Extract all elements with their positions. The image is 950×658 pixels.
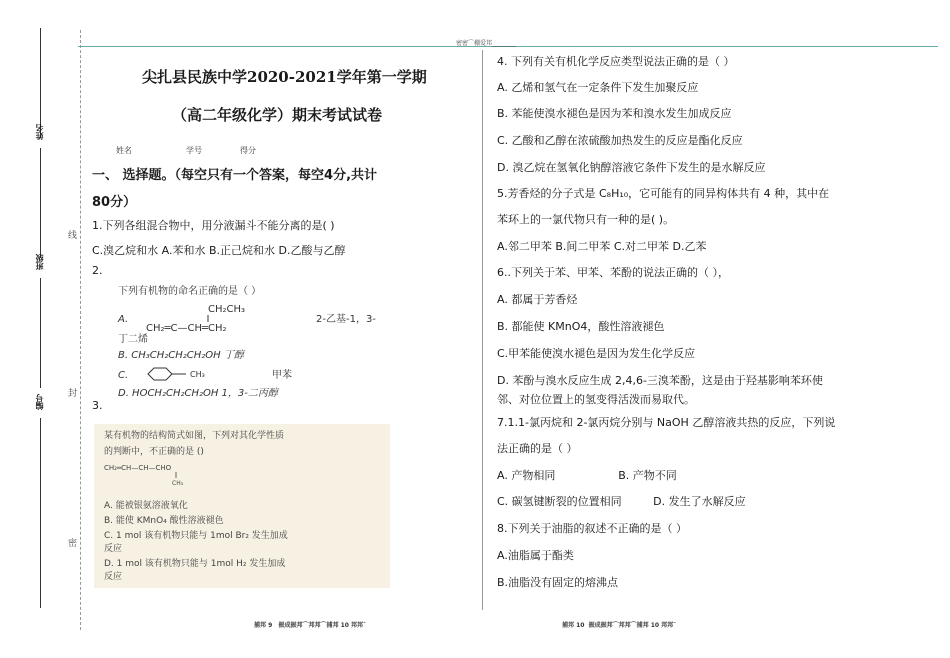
- info-name: 姓名: [116, 146, 132, 155]
- seal-mark: 封: [68, 389, 78, 399]
- question-4: 4. 下列有关有机化学反应类型说法正确的是（ ）: [497, 55, 735, 68]
- q3-stem-1: 某有机物的结构简式如图，下列对其化学性质: [104, 431, 285, 441]
- question-6-a: A. 都属于芳香烃: [497, 293, 578, 306]
- question-7-cont: 法正确的是（ ）: [497, 442, 578, 455]
- footer-right: 捕邦 10 振成振邦⌒邦邦⌒捕邦 10 邦邦˘: [562, 622, 677, 629]
- question-2-number: 2.: [92, 264, 103, 277]
- question-3-image: [94, 424, 390, 588]
- header-line: 密密⌒棚爱邦________: [456, 40, 517, 47]
- question-4-b: B. 苯能使溴水褪色是因为苯和溴水发生加成反应: [497, 107, 732, 120]
- side-class-label: 班级: [35, 254, 44, 270]
- info-number: 学号: [186, 146, 202, 155]
- question-8: 8.下列关于油脂的叙述不正确的是（ ）: [497, 522, 687, 535]
- question-4-d: D. 溴乙烷在氢氧化钠醇溶液它条件下发生的是水解反应: [497, 161, 766, 174]
- side-number-label: 编号: [35, 394, 44, 410]
- q3-structure: CH₂═CH—CH—CHO: [104, 464, 172, 472]
- q3-option-d: D. 1 mol 该有机物只能与 1mol H₂ 发生加成: [104, 559, 286, 569]
- q2-a-chain: CH₂═C—CH═CH₂: [146, 323, 227, 334]
- question-7-cd: C. 碳氢键断裂的位置相同 D. 发生了水解反应: [497, 495, 746, 508]
- question-8-b: B.油脂没有固定的熔沸点: [497, 576, 619, 589]
- q3-structure-sub: CH₃: [172, 480, 184, 487]
- benzene-ring-icon: [148, 368, 172, 380]
- section-heading: 一、 选择题。（每空只有一个答案，每空4分,共计: [92, 168, 378, 183]
- question-1-options: C.溴乙烷和水 A.苯和水 B.正己烷和水 D.乙酸与乙醇: [92, 244, 346, 257]
- fold-line: [80, 30, 81, 630]
- q2-a-name2: 丁二烯: [118, 334, 148, 345]
- q2-c-label: C.: [118, 370, 129, 381]
- question-6: 6..下列关于苯、甲苯、苯酚的说法正确的（ ），: [497, 266, 729, 279]
- side-name-label: 姓名: [35, 124, 44, 140]
- binding-line: [40, 278, 41, 388]
- q2-option-b: B. CH₃CH₂CH₂CH₂OH 丁醇: [118, 350, 244, 361]
- q3-option-a: A. 能被银氨溶液氧化: [104, 501, 188, 511]
- column-divider: [482, 50, 483, 610]
- footer-left: 捕邦 9 振成振邦⌒邦邦⌒捕邦 10 邦邦˘: [254, 622, 367, 629]
- question-7-ab: A. 产物相同 B. 产物不同: [497, 469, 677, 482]
- q3-option-d-cont: 反应: [104, 572, 123, 582]
- question-6-b: B. 都能使 KMnO4，酸性溶液褪色: [497, 320, 665, 333]
- question-5: 5.芳香烃的分子式是 C₈H₁₀，它可能有的同异构体共有 4 种，其中在: [497, 187, 830, 200]
- q2-c-name: 甲苯: [272, 370, 292, 381]
- question-6-c: C.甲苯能使溴水褪色是因为发生化学反应: [497, 347, 696, 360]
- question-3-number: 3.: [92, 399, 103, 412]
- binding-line: [40, 148, 41, 258]
- question-8-a: A.油脂属于酯类: [497, 549, 574, 562]
- q3-option-b: B. 能使 KMnO₄ 酸性溶液褪色: [104, 516, 224, 526]
- question-5-options: A.邻二甲苯 B.间二甲苯 C.对二甲苯 D.乙苯: [497, 240, 707, 253]
- q3-stem-2: 的判断中，不正确的是 (): [104, 447, 204, 457]
- q2-a-name: 2-乙基-1，3-: [316, 314, 376, 325]
- question-6-d: D. 苯酚与溴水反应生成 2,4,6-三溴苯酚，这是由于羟基影响苯环使: [497, 374, 823, 387]
- secret-mark: 密: [68, 539, 78, 549]
- info-score: 得分: [240, 146, 256, 155]
- q3-option-c-cont: 反应: [104, 544, 123, 554]
- line-mark: 线: [68, 231, 78, 241]
- section-heading-cont: 80分）: [92, 195, 137, 210]
- question-2-image: [108, 280, 408, 398]
- question-5-cont: 苯环上的一氯代物只有一种的是( )。: [497, 213, 675, 226]
- q2-a-branch: CH₂CH₃: [208, 304, 246, 315]
- question-1: 1.下列各组混合物中，用分液漏斗不能分离的是( ): [92, 219, 335, 232]
- page-title: 尖扎县民族中学2020-2021学年第一学期: [142, 68, 427, 86]
- q2-stem: 下列有机物的命名正确的是（ ）: [118, 286, 262, 297]
- question-6-d-cont: 邻、对位位置上的氢变得活泼而易取代。: [497, 393, 695, 406]
- page-subtitle: （高二年级化学）期末考试试卷: [172, 106, 383, 124]
- q2-a-label: A.: [118, 314, 129, 325]
- binding-line: [40, 28, 41, 138]
- q2-option-d: D. HOCH₂CH₂CH₂OH 1，3-二丙醇: [118, 388, 278, 398]
- q2-c-sub: CH₃: [190, 370, 205, 379]
- q3-option-c: C. 1 mol 该有机物只能与 1mol Br₂ 发生加成: [104, 531, 288, 541]
- question-4-a: A. 乙烯和氢气在一定条件下发生加聚反应: [497, 81, 699, 94]
- question-7: 7.1.1-氯丙烷和 2-氯丙烷分别与 NaOH 乙醇溶液共热的反应，下列说: [497, 416, 836, 429]
- binding-line: [40, 418, 41, 608]
- question-4-c: C. 乙酸和乙醇在浓硫酸加热发生的反应是酯化反应: [497, 134, 743, 147]
